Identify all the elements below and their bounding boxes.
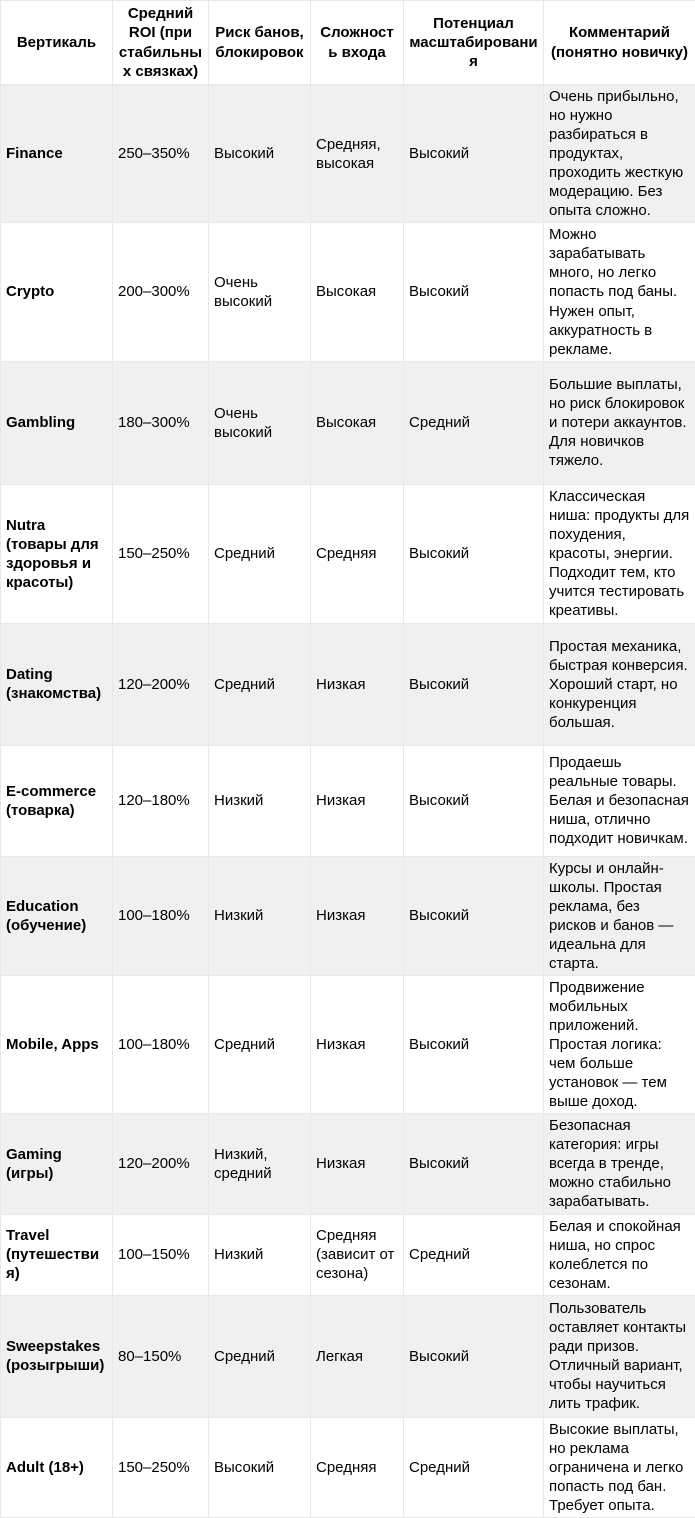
cell-vertical: Nutra (товары для здоровья и красоты) <box>1 484 113 623</box>
cell-vertical: Gaming (игры) <box>1 1114 113 1214</box>
table-row-sweepstakes <box>1 1295 695 1417</box>
table-body <box>1 85 695 1518</box>
cell-roi: 150–250% <box>113 484 209 623</box>
cell-ban-risk: Высокий <box>209 1417 311 1517</box>
table-row-nutra <box>1 484 695 623</box>
cell-entry-difficulty: Низкая <box>311 623 404 745</box>
cell-roi: 200–300% <box>113 223 209 361</box>
cell-comment: Продвижение мобильных приложений. Простая логика: чем больше установок — тем выше доход. <box>544 975 695 1113</box>
table-row-adult <box>1 1417 695 1517</box>
table-row-ecommerce <box>1 745 695 856</box>
cell-vertical: E-commerce (товарка) <box>1 745 113 856</box>
cell-roi: 80–150% <box>113 1295 209 1417</box>
cell-scaling-potential: Высокий <box>404 745 544 856</box>
table-row-travel <box>1 1214 695 1295</box>
cell-comment: Простая механика, быстрая конверсия. Хороший старт, но конкуренция большая. <box>544 623 695 745</box>
cell-scaling-potential: Высокий <box>404 623 544 745</box>
cell-ban-risk: Низкий <box>209 856 311 975</box>
cell-scaling-potential: Высокий <box>404 484 544 623</box>
table-row-education <box>1 856 695 975</box>
cell-entry-difficulty: Средняя (зависит от сезона) <box>311 1214 404 1295</box>
cell-ban-risk: Высокий <box>209 85 311 223</box>
cell-entry-difficulty: Легкая <box>311 1295 404 1417</box>
cell-entry-difficulty: Высокая <box>311 361 404 484</box>
cell-vertical: Crypto <box>1 223 113 361</box>
cell-comment: Курсы и онлайн-школы. Простая реклама, без рисков и банов — идеальна для старта. <box>544 856 695 975</box>
table-row-gaming <box>1 1114 695 1214</box>
cell-ban-risk: Очень высокий <box>209 361 311 484</box>
cell-entry-difficulty: Средняя, высокая <box>311 85 404 223</box>
cell-roi: 120–200% <box>113 1114 209 1214</box>
cell-entry-difficulty: Высокая <box>311 223 404 361</box>
cell-roi: 150–250% <box>113 1417 209 1517</box>
cell-comment: Безопасная категория: игры всегда в тренде, можно стабильно зарабатывать. <box>544 1114 695 1214</box>
cell-comment: Классическая ниша: продукты для похудения, красоты, энергии. Подходит тем, кто учится тестировать креативы. <box>544 484 695 623</box>
cell-scaling-potential: Высокий <box>404 856 544 975</box>
cell-roi: 100–180% <box>113 975 209 1113</box>
col-header-scaling-potential: Потенциал масштабирования <box>404 1 544 85</box>
cell-vertical: Travel (путешествия) <box>1 1214 113 1295</box>
cell-entry-difficulty: Низкая <box>311 975 404 1113</box>
cell-roi: 250–350% <box>113 85 209 223</box>
col-header-ban-risk: Риск банов, блокировок <box>209 1 311 85</box>
cell-comment: Белая и спокойная ниша, но спрос колеблется по сезонам. <box>544 1214 695 1295</box>
col-header-vertical: Вертикаль <box>1 1 113 85</box>
cell-scaling-potential: Высокий <box>404 1114 544 1214</box>
cell-comment: Пользователь оставляет контакты ради призов. Отличный вариант, чтобы научиться лить трафик. <box>544 1295 695 1417</box>
header-row <box>1 1 695 85</box>
cell-roi: 100–150% <box>113 1214 209 1295</box>
cell-entry-difficulty: Средняя <box>311 1417 404 1517</box>
cell-scaling-potential: Высокий <box>404 975 544 1113</box>
cell-vertical: Gambling <box>1 361 113 484</box>
cell-vertical: Education (обучение) <box>1 856 113 975</box>
cell-comment: Очень прибыльно, но нужно разбираться в продуктах, проходить жесткую модерацию. Без опыта сложно. <box>544 85 695 223</box>
cell-roi: 120–180% <box>113 745 209 856</box>
table-row-crypto <box>1 223 695 361</box>
cell-vertical: Finance <box>1 85 113 223</box>
table-row-finance <box>1 85 695 223</box>
col-header-comment: Комментарий (понятно новичку) <box>544 1 695 85</box>
cell-vertical: Dating (знакомства) <box>1 623 113 745</box>
col-header-entry-difficulty: Сложность входа <box>311 1 404 85</box>
cell-comment: Большие выплаты, но риск блокировок и потери аккаунтов. Для новичков тяжело. <box>544 361 695 484</box>
cell-entry-difficulty: Низкая <box>311 1114 404 1214</box>
cell-entry-difficulty: Низкая <box>311 745 404 856</box>
cell-entry-difficulty: Низкая <box>311 856 404 975</box>
table-header <box>1 1 695 85</box>
cell-ban-risk: Низкий <box>209 1214 311 1295</box>
cell-comment: Можно зарабатывать много, но легко попасть под баны. Нужен опыт, аккуратность в рекламе. <box>544 223 695 361</box>
cell-comment: Высокие выплаты, но реклама ограничена и легко попасть под бан. Требует опыта. <box>544 1417 695 1517</box>
table-row-mobile-apps <box>1 975 695 1113</box>
cell-vertical: Sweepstakes (розыгрыши) <box>1 1295 113 1417</box>
cell-comment: Продаешь реальные товары. Белая и безопасная ниша, отлично подходит новичкам. <box>544 745 695 856</box>
cell-scaling-potential: Высокий <box>404 1295 544 1417</box>
table-row-dating <box>1 623 695 745</box>
cell-ban-risk: Средний <box>209 484 311 623</box>
cell-roi: 100–180% <box>113 856 209 975</box>
cell-scaling-potential: Высокий <box>404 223 544 361</box>
cell-ban-risk: Низкий, средний <box>209 1114 311 1214</box>
table-row-gambling <box>1 361 695 484</box>
cell-scaling-potential: Средний <box>404 361 544 484</box>
col-header-roi: Средний ROI (при стабильных связках) <box>113 1 209 85</box>
cell-ban-risk: Очень высокий <box>209 223 311 361</box>
cell-entry-difficulty: Средняя <box>311 484 404 623</box>
cell-scaling-potential: Средний <box>404 1417 544 1517</box>
cell-ban-risk: Средний <box>209 975 311 1113</box>
cell-vertical: Adult (18+) <box>1 1417 113 1517</box>
cell-roi: 120–200% <box>113 623 209 745</box>
cell-scaling-potential: Средний <box>404 1214 544 1295</box>
cell-roi: 180–300% <box>113 361 209 484</box>
cell-ban-risk: Средний <box>209 1295 311 1417</box>
cell-vertical: Mobile, Apps <box>1 975 113 1113</box>
cell-scaling-potential: Высокий <box>404 85 544 223</box>
cell-ban-risk: Низкий <box>209 745 311 856</box>
cell-ban-risk: Средний <box>209 623 311 745</box>
